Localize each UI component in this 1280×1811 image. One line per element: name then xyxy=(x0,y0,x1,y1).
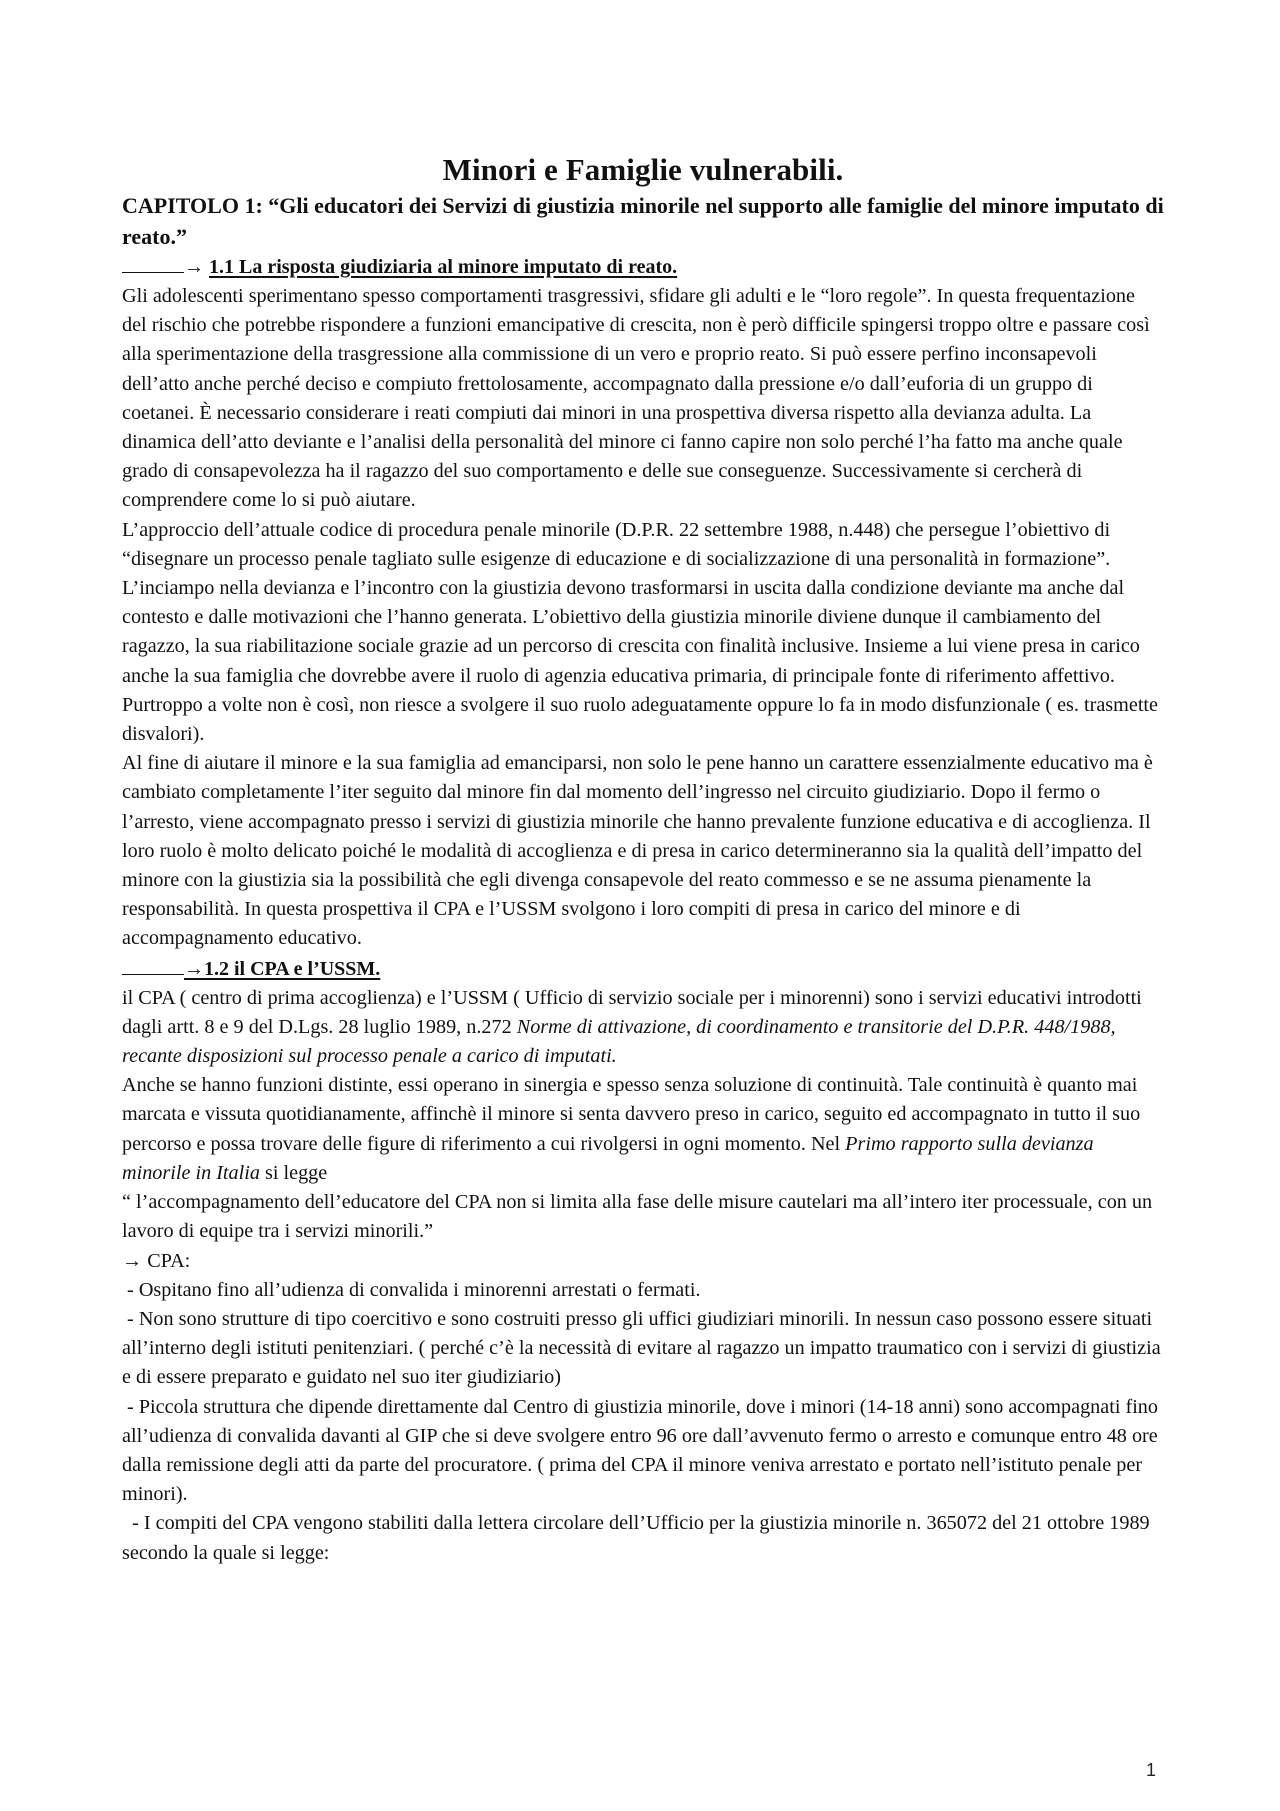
continuity-text: Anche se hanno funzioni distinte, essi operano in sinergia e spesso senza soluzione di continuità. Tale continuità è quanto mai marcata e vissuta quotidianamente, affinchè il minore si senta davvero preso in carico, seguito ed accompagnato in tutto il suo percorso e possa trovare delle figure di riferimento a cui rivolgersi in ogni momento. Nel xyxy=(122,1074,1141,1155)
paragraph: L’approccio dell’attuale codice di procedura penale minorile (D.P.R. 22 settembre 1988, n.448) che persegue l’obiettivo di “disegnare un processo penale tagliato sulle esigenze di educazione e di socializzazione di una personalità in formazione”. xyxy=(122,518,1111,570)
section-title-1-1: 1.1 La risposta giudiziaria al minore imputato di reato. xyxy=(209,256,678,278)
list-item: - I compiti del CPA vengono stabiliti dalla lettera circolare dell’Ufficio per la giustizia minorile n. 365072 del 21 ottobre 1989 secondo la quale si legge: xyxy=(122,1512,1155,1564)
heading-underline-lead xyxy=(122,954,184,975)
report-title: Primo rapporto sulla devianza minorile in Italia xyxy=(122,1132,1094,1184)
cpa-intro-law-title: Norme di attivazione, di coordinamento e transitorie del D.P.R. 448/1988, recante disposizioni sul processo penale a carico di imputati. xyxy=(122,1015,1116,1068)
continuity-text-end: si legge xyxy=(259,1161,328,1184)
document-title: Minori e Famiglie vulnerabili. xyxy=(442,152,844,187)
section-heading-1-2 xyxy=(122,954,1164,984)
quote-paragraph: “ l’accompagnamento dell’educatore del CPA non si limita alla fase delle misure cautelari ma all’intero iter processuale, con un lavoro di equipe tra i servizi minorili.” xyxy=(122,1191,1153,1243)
page-number: 1 xyxy=(1146,1760,1157,1780)
list-item: - Piccola struttura che dipende direttamente dal Centro di giustizia minorile, dove i minori (14-18 anni) sono accompagnati fino all’udienza di convalida davanti al GIP che si deve svolgere entro 96 ore dall’avvenuto fermo o arresto e comunque entro 48 ore dalla remissione degli atti da parte del procuratore. ( prima del CPA il minore veniva arrestato e portato nell’istituto penale per minori). xyxy=(122,1395,1164,1506)
paragraph: Gli adolescenti sperimentano spesso comportamenti trasgressivi, sfidare gli adulti e le “loro regole”. In questa frequentazione del rischio che potrebbe rispondere a funzioni emancipative di crescita, non è però difficile spingersi troppo oltre e passare così alla sperimentazione della trasgressione alla commissione di un vero e proprio reato. Si può essere perfino inconsapevoli dell’atto anche perché deciso e compiuto frettolosamente, accompagnato dalla pressione e/o dall’euforia di un gruppo di coetanei. È necessario considerare i reati compiuti dai minori in una prospettiva diversa rispetto alla devianza adulta. La dinamica dell’atto deviante e l’analisi della personalità del minore ci fanno capire non solo perché l’ha fatto ma anche quale grado di consapevolezza ha il ragazzo del suo comportamento e delle sue conseguenze. Successivamente si cercherà di comprendere come lo si può aiutare. xyxy=(122,285,1150,512)
chapter-heading: CAPITOLO 1: “Gli educatori dei Servizi di giustizia minorile nel supporto alle famiglie del minore imputato di reato.” xyxy=(122,193,1164,249)
list-item: - Ospitano fino all’udienza di convalida i minorenni arrestati o fermati. xyxy=(122,1278,701,1301)
section-heading-1-1 xyxy=(122,252,1164,282)
chapter-title: “Gli educatori dei Servizi di giustizia minorile nel supporto alle famiglie del minore imputato di reato.” xyxy=(122,193,1164,249)
cpa-intro-text: il CPA ( centro di prima accoglienza) e l’USSM ( Ufficio di servizio sociale per i minorenni) sono i servizi educativi introdotti dagli artt. 8 e 9 del D.Lgs. 28 luglio 1989, n.272 xyxy=(122,986,1142,1038)
document-page xyxy=(122,150,1164,1568)
continuity-paragraph xyxy=(122,1071,1164,1188)
paragraph: L’inciampo nella devianza e l’incontro con la giustizia devono trasformarsi in uscita dalla condizione deviante ma anche dal contesto e dalle motivazioni che l’hanno generata. L’obiettivo della giustizia minorile diviene dunque il cambiamento del ragazzo, la sua riabilitazione sociale grazie ad un percorso di crescita con finalità inclusive. Insieme a lui viene presa in carico anche la sua famiglia che dovrebbe avere il ruolo di agenzia educativa primaria, di principale fonte di riferimento affettivo. Purtroppo a volte non è così, non riesce a svolgere il suo ruolo adeguatamente oppure lo fa in modo disfunzionale ( es. trasmette disvalori). xyxy=(122,577,1158,746)
section-title-1-2: 1.2 il CPA e l’USSM. xyxy=(204,957,381,980)
list-item: - Non sono strutture di tipo coercitivo e sono costruiti presso gli uffici giudiziari minorili. In nessun caso possono essere situati all’interno degli istituti penitenziari. ( perché c’è la necessità di evitare al ragazzo un impatto traumatico con i servizi di giustizia e di essere preparato e guidato nel suo iter giudiziario) xyxy=(122,1307,1166,1389)
arrow-icon: → xyxy=(184,256,204,278)
cpa-list-heading: → CPA: xyxy=(122,1249,191,1272)
arrow-icon: → xyxy=(184,957,204,980)
heading-underline-lead xyxy=(122,252,184,273)
paragraph: Al fine di aiutare il minore e la sua famiglia ad emanciparsi, non solo le pene hanno un carattere essenzialmente educativo ma è cambiato completamente l’iter seguito dal minore fin dal momento dell’ingresso nel circuito giudiziario. Dopo il fermo o l’arresto, viene accompagnato presso i servizi di giustizia minorile che hanno prevalente funzione educativa e di accoglienza. Il loro ruolo è molto delicato poiché le modalità di accoglienza e di presa in carico determineranno sia la qualità dell’impatto del minore con la giustizia sia la possibilità che egli divenga consapevole del reato commesso e se ne assuma pienamente la responsabilità. In questa prospettiva il CPA e l’USSM svolgono i loro compiti di presa in carico del minore e di accompagnamento educativo. xyxy=(122,752,1153,950)
chapter-label: CAPITOLO 1 xyxy=(122,193,256,218)
cpa-intro-paragraph xyxy=(122,984,1164,1072)
